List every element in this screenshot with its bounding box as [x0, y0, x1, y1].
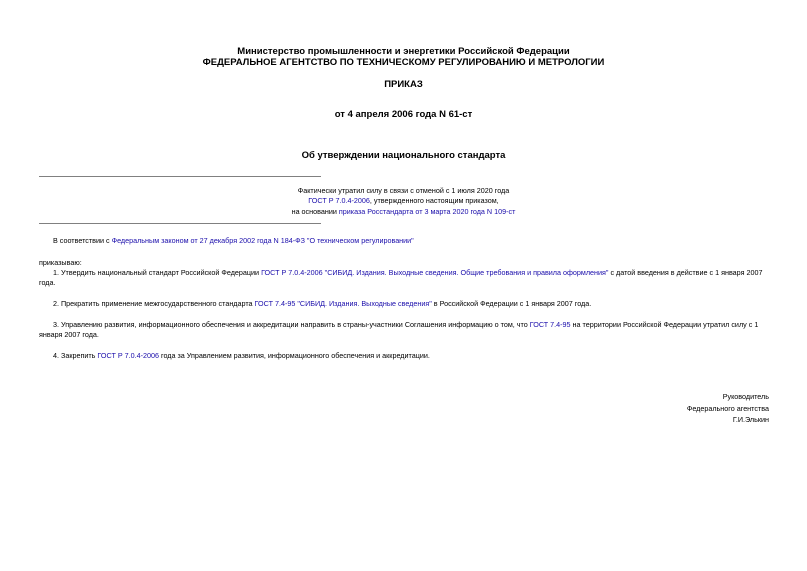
signature-block	[687, 391, 769, 426]
item-2-link[interactable]: ГОСТ 7.4-95 "СИБИД. Издания. Выходные сведения"	[254, 299, 432, 308]
doc-type: ПРИКАЗ	[384, 79, 423, 90]
preamble	[39, 236, 769, 246]
agency-title: ФЕДЕРАЛЬНОЕ АГЕНТСТВО ПО ТЕХНИЧЕСКОМУ РЕГУЛИРОВАНИЮ И МЕТРОЛОГИИ	[202, 57, 605, 68]
item-3	[39, 320, 769, 340]
item-4	[39, 351, 769, 361]
rosstandart-order-link[interactable]: приказа Росстандарта от 3 марта 2020 года N 109-ст	[338, 207, 516, 216]
item-1-rest: с датой введения в действие с 1 января 2007 года.	[39, 268, 763, 287]
status-line-1: Фактически утратил силу в связи с отменой с 1 июля 2020 года	[297, 186, 510, 195]
bottom-divider	[39, 223, 321, 224]
item-1-link[interactable]: ГОСТ Р 7.0.4-2006 "СИБИД. Издания. Выходные сведения. Общие требования и правила оформления"	[261, 268, 609, 277]
item-3-link[interactable]: ГОСТ 7.4-95	[529, 320, 571, 329]
item-1	[39, 268, 769, 288]
date-number: от 4 апреля 2006 года N 61-ст	[334, 109, 473, 120]
subject-title: Об утверждении национального стандарта	[301, 150, 506, 161]
signature-org: Федерального агентства	[686, 403, 769, 413]
signature-title: Руководитель	[722, 392, 769, 401]
item-1-prefix: 1. Утвердить национальный стандарт Российской Федерации	[53, 268, 262, 277]
item-2-rest: в Российской Федерации с 1 января 2007 года.	[431, 299, 592, 308]
order-word: приказываю:	[39, 258, 82, 267]
federal-law-link[interactable]: Федеральным законом от 27 декабря 2002 года N 184-ФЗ "О техническом регулировании"	[111, 236, 414, 245]
status-line-2	[0, 196, 807, 206]
status-line-3-prefix: на основании	[291, 207, 339, 216]
top-divider	[39, 176, 321, 177]
item-2-prefix: 2. Прекратить применение межгосударственного стандарта	[53, 299, 255, 308]
item-4-link[interactable]: ГОСТ Р 7.0.4-2006	[97, 351, 159, 360]
gost-link[interactable]: ГОСТ Р 7.0.4-2006	[308, 196, 370, 205]
ministry-title: Министерство промышленности и энергетики Российской Федерации	[237, 46, 570, 57]
item-3-prefix: 3. Управлению развития, информационного обеспечения и аккредитации направить в страны-участники Соглашения информацию о том, что	[53, 320, 530, 329]
status-line-2-rest: , утвержденного настоящим приказом,	[369, 196, 499, 205]
item-4-rest: года за Управлением развития, информационного обеспечения и аккредитации.	[159, 351, 430, 360]
item-4-prefix: 4. Закрепить	[53, 351, 98, 360]
preamble-prefix: В соответствии с	[53, 236, 112, 245]
item-2	[39, 299, 769, 309]
signature-name: Г.И.Элькин	[732, 415, 769, 424]
status-line-3	[0, 207, 807, 217]
item-3-rest: на территории Российской Федерации утратил силу с 1 января 2007 года.	[39, 320, 759, 339]
